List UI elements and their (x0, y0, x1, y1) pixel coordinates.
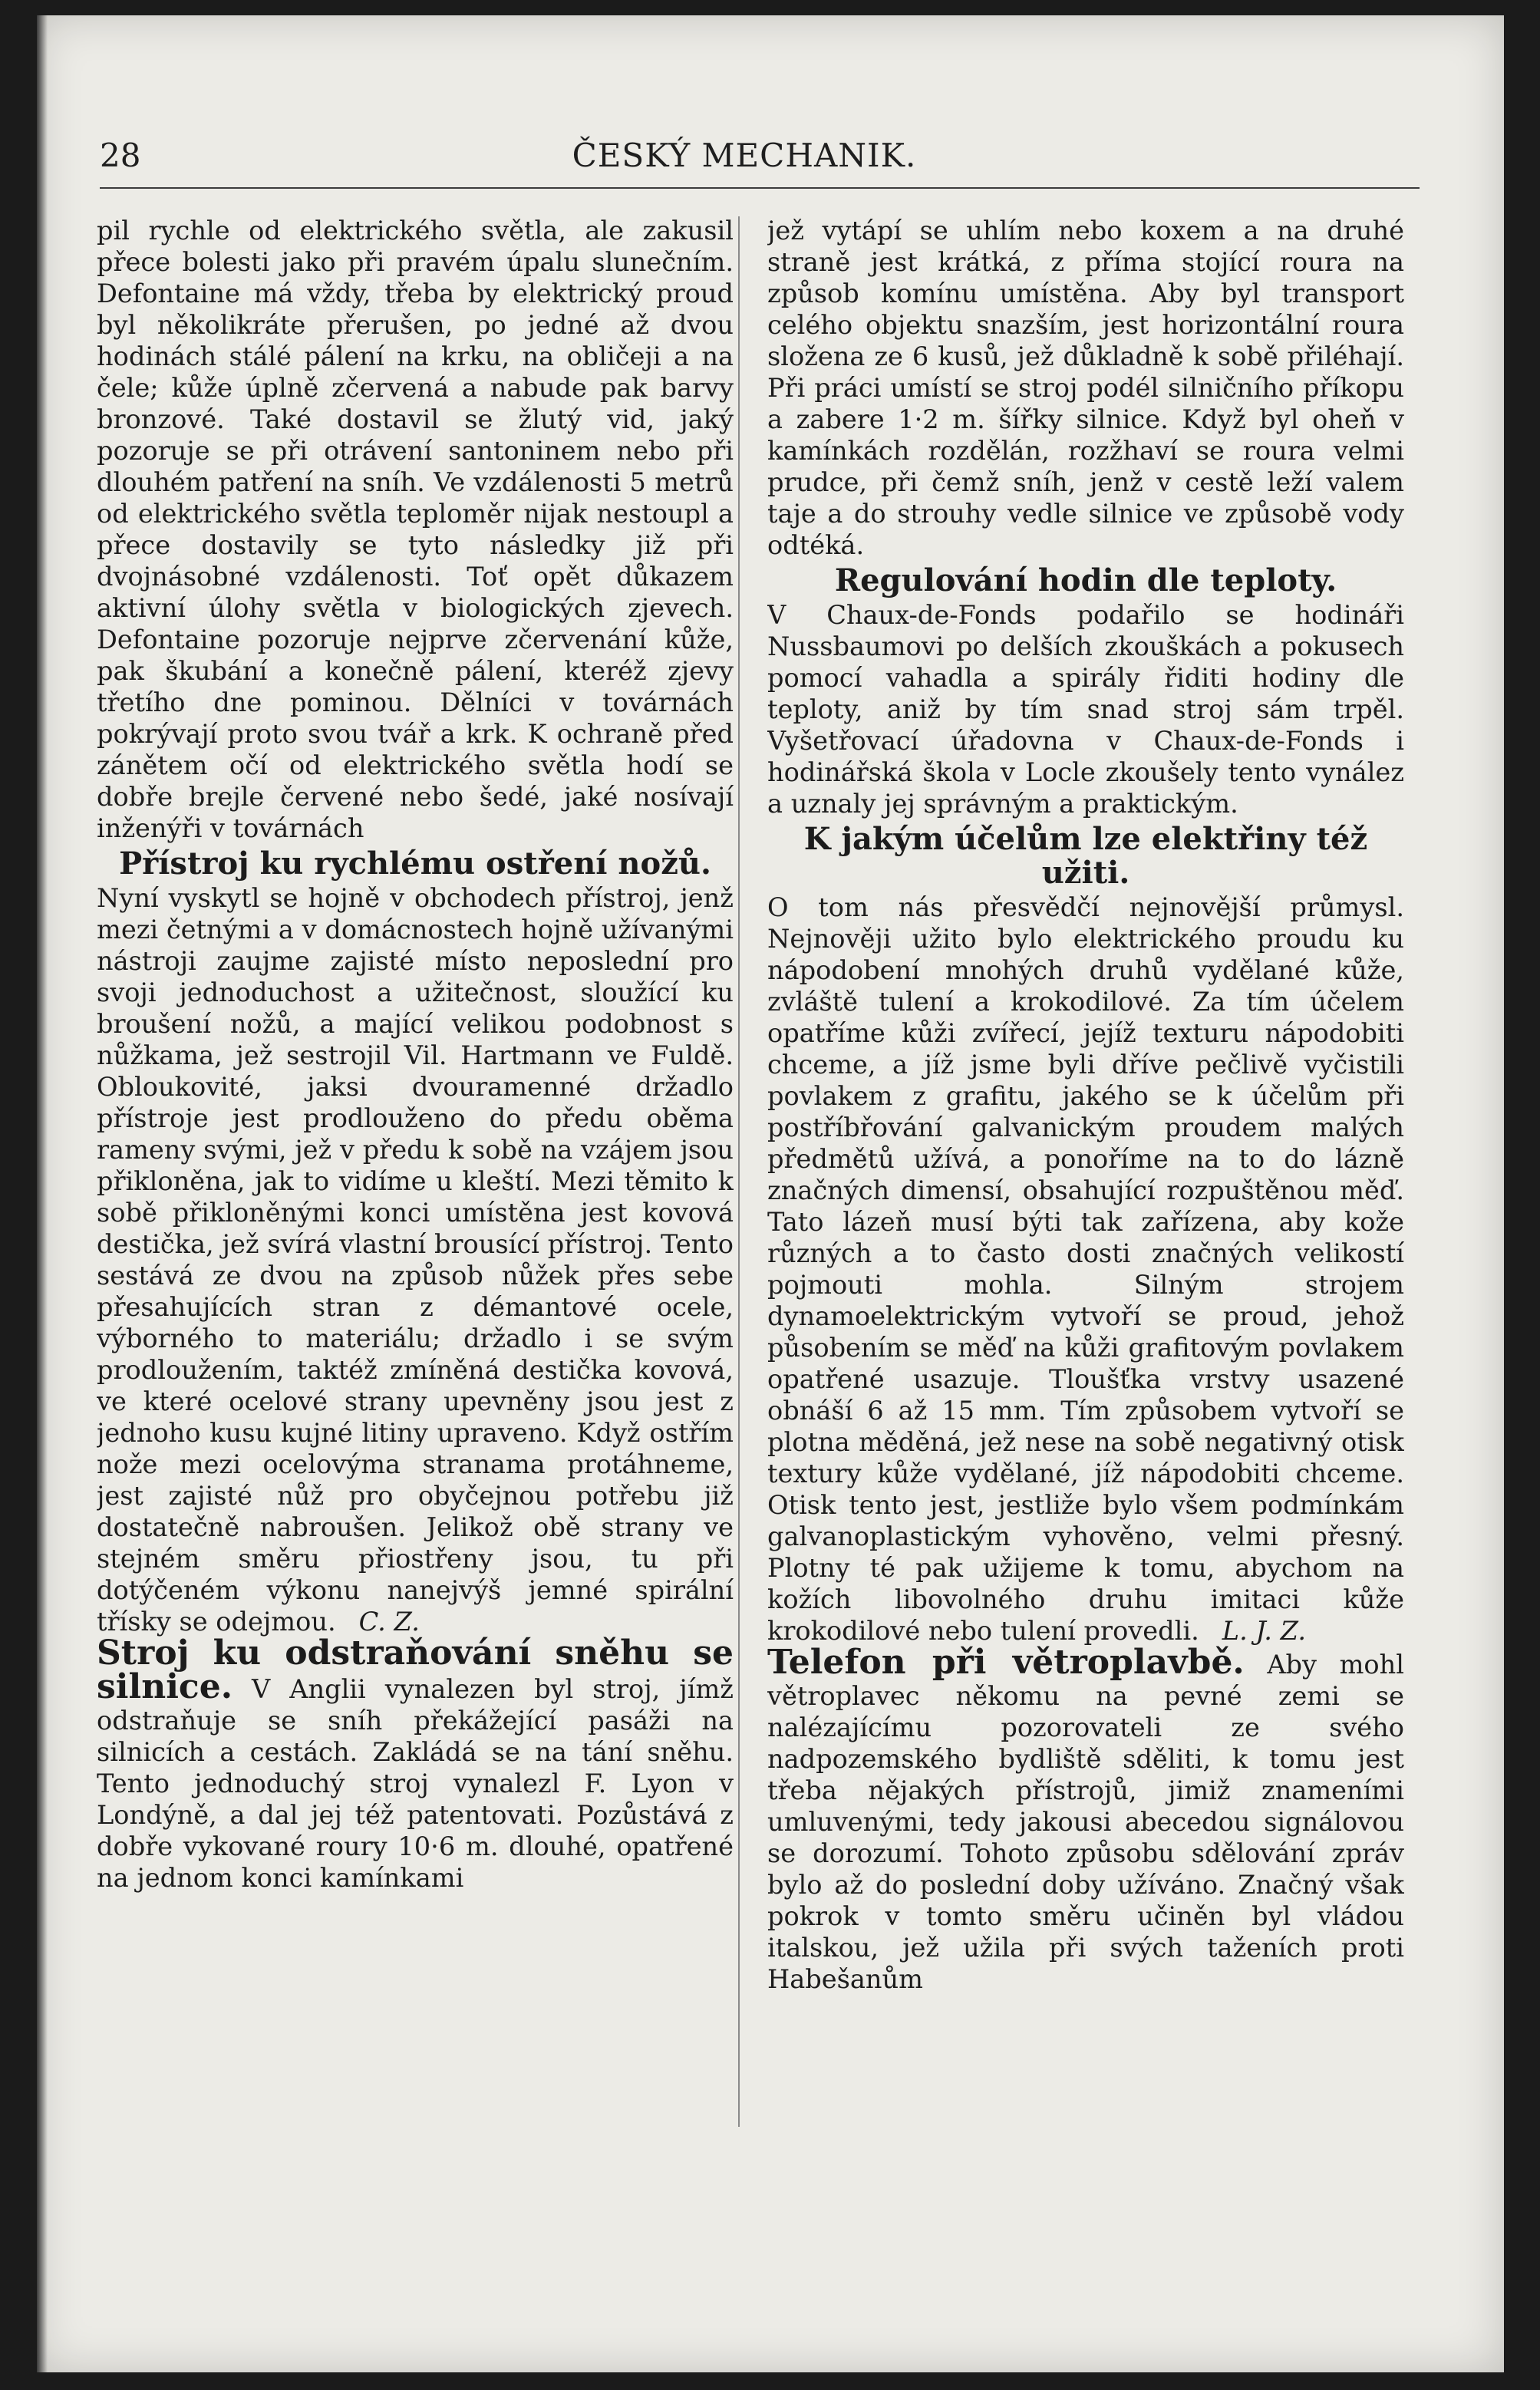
paragraph-text: Aby mohl větroplavec někomu na pevné zemi se nalézajícímu pozorovateli ze svého nadpozemského bydliště sděliti, k tomu jest třeba nějakých přístrojů, jimiž znameními umluvenými, tedy jakousi abecedou signálovou se dorozumí. Tohoto způsobu sdělování zpráv bylo až do poslední doby užíváno. Značný však pokrok v tomto směru učiněn byl vládou italskou, jež užila při svých taženích proti Habešanům (767, 1650, 1404, 1994)
paragraph (97, 1633, 734, 1894)
paragraph-text: O tom nás přesvědčí nejnovější průmysl. Nejnověji užito bylo elektrického proudu ku nápodobení mnohých druhů vydělané kůže, zvláště tulení a krokodilové. Za tím účelem opatříme kůži zvířecí, jejíž texturu nápodobiti chceme, a jíž jsme byli dříve pečlivě vyčistili povlakem z grafitu, jakého se k účelům při postříbřování galvanickým proudem malých předmětů užívá, a ponoříme na to do lázně značných dimensí, obsahující rozpuštěnou měď. Tato lázeň musí býti tak zařízena, aby kože různých a to často dosti značných velikostí pojmouti mohla. Silným strojem dynamoelektrickým vytvoří se proud, jehož působením se měď na kůži grafitovým povlakem opatřené usazuje. Tloušťka vrstvy usazené obnáší 6 až 15 mm. Tím způsobem vytvoří se plotna měděná, jež nese na sobě negativný otisk textury kůže vydělané, jíž nápodobiti chceme. Otisk tento jest, jestliže bylo všem podmínkám galvanoplastickým vyhověno, velmi přesný. Plotny té pak užijeme k tomu, abychom na kožích libovolného druhu imitaci kůže krokodilové nebo tulení provedli. (767, 892, 1404, 1646)
run-in-heading: Stroj ku odstraňování sněhu se silnice. (97, 1633, 734, 1706)
page-number: 28 (100, 137, 141, 174)
paragraph-text: Nyní vyskytl se hojně v obchodech přístroj, jenž mezi četnými a v domácnostech hojně užívanými nástroji zaujme zajisté místo neposlední pro svoji jednoduchost a užitečnost, sloužící ku broušení nožů, a mající velikou podobnost s nůžkama, jež sestrojil Vil. Hartmann ve Fuldě. Obloukovité, jaksi dvouramenné držadlo přístroje jest prodlouženo do předu oběma rameny svými, jež v předu k sobě na vzájem jsou přikloněna, jak to vidíme u kleští. Mezi těmito k sobě přikloněnými konci umístěna jest kovová destička, jež svírá vlastní brousící přístroj. Tento sestává ze dvou na způsob nůžek přes sebe přesahujících stran z démantové ocele, výborného to materiálu; držadlo i se svým prodloužením, taktéž zmíněná destička kovová, ve které ocelové strany upevněny jsou jest z jednoho kusu kujné litiny upraveno. Když ostřím nože mezi ocelovýma stranama protáhneme, jest zajisté nůž pro obyčejnou potřebu již dostatečně nabroušen. Jelikož obě strany ve stejném směru přiostřeny jsou, tu při dotýčeném výkonu nanejvýš jemné spirální třísky se odejmou. (97, 883, 734, 1637)
left-column (97, 215, 734, 2286)
right-column (767, 215, 1404, 2286)
header-rule (100, 187, 1420, 189)
paragraph (767, 892, 1404, 1647)
paragraph (767, 1643, 1404, 1995)
paragraph: pil rychle od elektrického světla, ale zakusil přece bolesti jako při pravém úpalu slunečním. Defontaine má vždy, třeba by elektrický proud byl několikráte přerušen, po jedné až dvou hodinách stálé pálení na krku, na obličeji a na čele; kůže úplně zčervená a nabude pak barvy bronzové. Také dostavil se žlutý vid, jaký pozoruje se při otrávení santoninem nebo při dlouhém patření na sníh. Ve vzdálenosti 5 metrů od elektrického světla teploměr nijak nestoupl a přece dostavily se tyto následky již při dvojnásobné vzdálenosti. Toť opět důkazem aktivní úlohy světla v biologických zjevech. Defontaine pozoruje nejprve zčervenání kůže, pak škubání a konečně pálení, kteréž zjevy třetího dne pominou. Dělníci v továrnách pokrývají proto svou tvář a krk. K ochraně před zánětem očí od elektrického světla hodí se dobře brejle červené nebo šedé, jaké nosívají inženýři v továrnách (97, 216, 734, 843)
page-header (100, 137, 1420, 190)
section-heading: K jakým účelům lze elektřiny též užiti. (803, 821, 1368, 891)
run-in-heading: Telefon při větroplavbě. (767, 1643, 1245, 1682)
section-heading: Přístroj ku rychlému ostření nožů. (119, 846, 711, 882)
paragraph: jež vytápí se uhlím nebo koxem a na druhé straně jest krátká, z příma stojící roura na způsob komínu umístěna. Aby byl transport celého objektu snazším, jest horizontální roura složena ze 6 kusů, jež důkladně k sobě přiléhají. Při práci umístí se stroj podél silničního příkopu a zabere 1·2 m. šířky silnice. Když byl oheň v kamínkách rozdělán, rozžhaví se roura velmi prudce, při čemž sníh, jenž v cestě leží valem taje a do strouhy vedle silnice ve způsobě vody odtéká. (767, 216, 1404, 560)
column-divider (738, 216, 740, 2127)
author-signature: C. Z. (358, 1607, 420, 1637)
author-signature: L. J. Z. (1222, 1616, 1307, 1646)
paragraph-text: V Anglii vynalezen byl stroj, jímž odstraňuje se sníh překážející pasáži na silnicích a cestách. Zakládá se na tání sněhu. Tento jednoduchý stroj vynalezl F. Lyon v Londýně, a dal jej též patentovati. Pozůstává z dobře vykované roury 10·6 m. dlouhé, opatřené na jednom konci kamínkami (97, 1674, 734, 1893)
paragraph (97, 882, 734, 1637)
running-title: ČESKÝ MECHANIK. (572, 137, 917, 174)
paragraph: V Chaux-de-Fonds podařilo se hodináři Nussbaumovi po delších zkouškách a pokusech pomocí vahadla a spirály řiditi hodiny dle teploty, aniž by tím snad stroj sám trpěl. Vyšetřovací úřadovna v Chaux-de-Fonds i hodinářská škola v Locle zkoušely tento vynález a uznaly jej správným a praktickým. (767, 600, 1404, 819)
section-heading: Regulování hodin dle teploty. (834, 562, 1337, 598)
